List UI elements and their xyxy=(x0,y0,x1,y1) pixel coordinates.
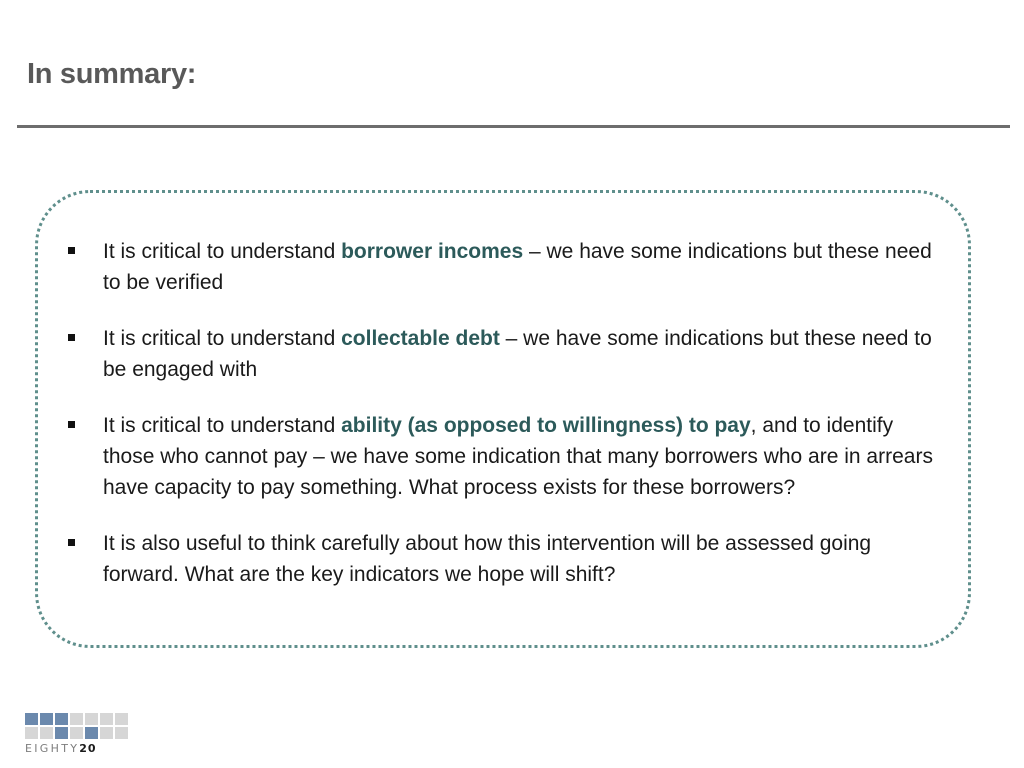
bullet-text: – we have some indications but these need to be engaged with xyxy=(103,327,932,381)
bullet-text: It is critical to understand xyxy=(103,327,342,350)
bullet-item xyxy=(62,528,942,590)
bullet-highlight: ability (as opposed to willingness) to pay xyxy=(341,414,751,437)
bullet-text: , and to identify those who cannot pay – we have some indication that many borrowers who are in arrears have capacity to pay something. What process exists for these borrowers? xyxy=(103,414,933,499)
bullet-text: It is critical to understand xyxy=(103,414,342,437)
bullet-text: It is also useful to think carefully about how this intervention will be assessed going forward. What are the key indicators we hope will shift? xyxy=(103,532,872,586)
square-bullet-icon xyxy=(68,334,75,341)
bullet-item xyxy=(62,410,942,503)
company-logo xyxy=(25,713,135,759)
square-bullet-icon xyxy=(68,539,75,546)
bullet-highlight: collectable debt xyxy=(341,327,500,350)
square-bullet-icon xyxy=(68,247,75,254)
summary-bullet-list xyxy=(62,236,942,615)
bullet-highlight: borrower incomes xyxy=(341,240,524,263)
logo-mark-icon xyxy=(25,713,135,739)
bullet-item xyxy=(62,323,942,385)
logo-wordmark: EIGHTY20 xyxy=(25,742,97,755)
square-bullet-icon xyxy=(68,421,75,428)
bullet-text: – we have some indications but these need to be verified xyxy=(103,240,932,294)
bullet-text: It is critical to understand xyxy=(103,240,342,263)
slide-title: In summary: xyxy=(27,58,197,90)
title-divider xyxy=(17,125,1010,128)
bullet-item xyxy=(62,236,942,298)
